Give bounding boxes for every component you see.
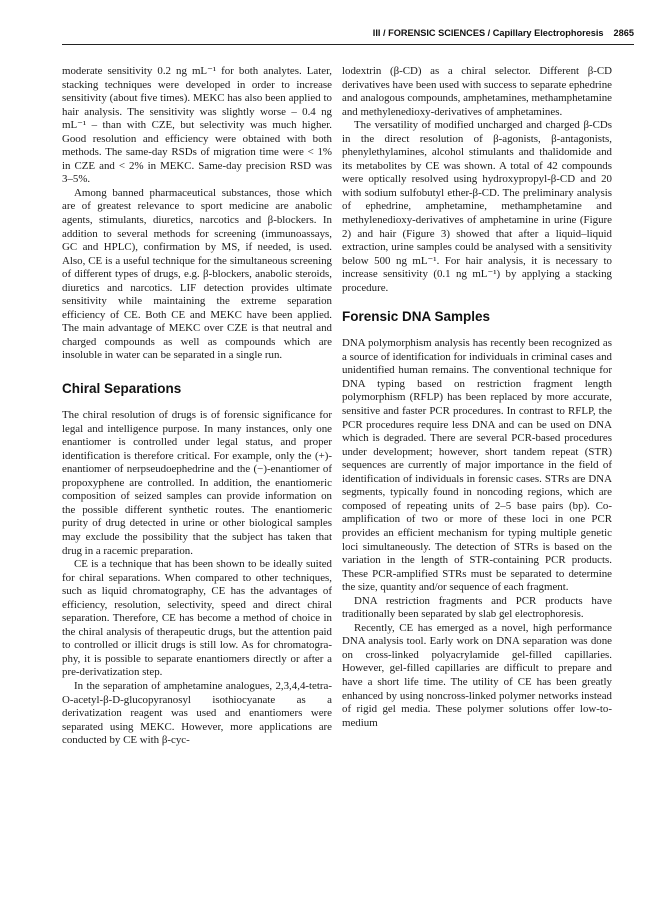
paragraph: The versatility of modified uncharged and charged β-CDs in the direct resolution of β-agonists, β-antagonists, phenylethylamines, alcohol stimulants and thalidomide and its metabolites by CE was shown. A total of 42 compounds were optically resolved using hydroxypropyl-β-CD and 20 with sodium sulfobutyl ether-β-CD. The preliminary analysis of ephedrine, amphetamine, methamphetamine and methylenedioxy-derivatives of amphetamine in urine (Figure 2) and hair (Figure 3) showed that after a liquid–liquid extraction, urine samples could be analysed with a sensitivity below 500 ng mL⁻¹. For hair analysis, it is necessary to increase sensitivity (0.1 ng mL⁻¹) by applying a stacking procedure. [342,119,612,294]
paragraph: lodextrin (β-CD) as a chiral selector. Different β-CD derivatives have been used with success to separate ephedrine and analogous compounds, amphetamines, methamphetamine and methylenedioxy-derivatives of amphetamines. [342,65,612,118]
paragraph: In the separation of amphetamine analogues, 2,3,4,4-tetra-O-acetyl-β-D-glucopyranosyl isothiocyanate as a derivatization reagent was used and enantiomers were separated using MEKC. However, more applications are conducted by CE with β-cyc- [62,679,332,747]
paragraph: Among banned pharmaceutical substances, those which are of greatest relevance to sport medicine are anabolic agents, stimulants, diuretics, narcotics and β-blockers. In addition to several methods for screening (immunoassays, GC and HPLC), confirmation by MS, if needed, is used. Also, CE is a useful technique for the simultaneous screening of different types of drugs, e.g. β-blockers, anabolic steroids, diuretics and narcotics. LIF detection provides ultimate sensitivity while maintaining the extreme separation efficiency of CE. Both CE and MEKC have been applied. The main advantage of MEKC over CZE is that neutral and charged compounds as well as compounds which are insoluble in water can be separated in a single run. [62,186,332,362]
page-number: 2865 [613,28,634,38]
right-column [342,65,612,885]
header-rule [62,44,634,45]
paragraph: DNA restriction fragments and PCR products have traditionally been separated by slab gel electrophoresis. [342,594,612,621]
section-heading-forensic-dna-samples: Forensic DNA Samples [342,309,491,325]
section-heading-chiral-separations: Chiral Separations [62,381,182,397]
paragraph: DNA polymorphism analysis has recently been recognized as a source of identification for individuals in criminal cases and unidentified human remains. The conventional technique for DNA typing based on restriction fragment length polymorphism (RFLP) has been replaced by more accurate, sensitive and faster PCR procedures. In contrast to RFLP, the PCR procedures require less DNA and can be used on DNA which is degraded. There are several PCR-based procedures under development; however, short tandem repeat (STR) sequences are currently of major importance in the field of identification of individuals in forensic cases. STRs are DNA segments, typically found in noncoding regions, which are composed of repeating units of 2–5 base pairs (bp). Co-amplification of two or more of these loci in one PCR provides an efficient mechanism for typing multiple genetic loci simultaneously. The detection of STRs is based on the variation in the length of STR-containing PCR products. These PCR-amplified STRs must be separated to determine the size, quantity and/or sequence of each fragment. [342,337,612,594]
running-head [62,28,634,42]
paragraph: The chiral resolution of drugs is of forensic significance for legal and intelligence purpose. In many instances, only one enantiomer is controlled under legal status, and proper identification is therefore critical. For example, only the (+)-enantiomer of nerpseudoephedrine and the (−)-enantiomer of propoxyphene are controlled. In addition, the enantiomeric composition of seized samples can provide information on the possible different synthetic routes. The enantiomeric purity of drug detected in urine or other biological samples may exclude the possibility that the subject has taken that drug in a racemic preparation. [62,409,332,557]
paragraph: Recently, CE has emerged as a novel, high performance DNA analysis tool. Early work on DNA separation was done on cross-linked polyacrylamide gel-filled capillaries. However, gel-filled capillaries are difficult to prepare and have a short life time. The utility of CE has been greatly enhanced by using noncross-linked polymer networks instead of rigid gel media. These polymer solutions offer low-to-medium [342,621,612,729]
running-head-title: III / FORENSIC SCIENCES / Capillary Electrophoresis [372,28,604,38]
paragraph: CE is a technique that has been shown to be ideally suited for chiral separations. When compared to other techniques, such as liquid chromatography, CE has the advantages of efficiency, resolution, selectivity, speed and direct chiral separation. Therefore, CE has become a method of choice in the chiral analysis of therapeutic drugs, but the attention paid to controlled or illicit drugs is still low. As for chromatography, it is possible to separate enantiomers directly or after a pre-derivatization step. [62,558,332,679]
left-column [62,65,332,885]
paragraph: moderate sensitivity 0.2 ng mL⁻¹ for both analytes. Later, stacking techniques were developed in order to increase sensitivity (about five times). MEKC has also been applied to hair analysis. The sensitivity was slightly worse – 0.4 ng mL⁻¹ – than with CZE, but selectivity was much higher. Good resolution and efficiency were obtained with both methods. The same-day RSDs of migration time were < 1% in CZE and < 2% in MEKC. Same-day precision RSD was 3–5%. [62,65,332,186]
